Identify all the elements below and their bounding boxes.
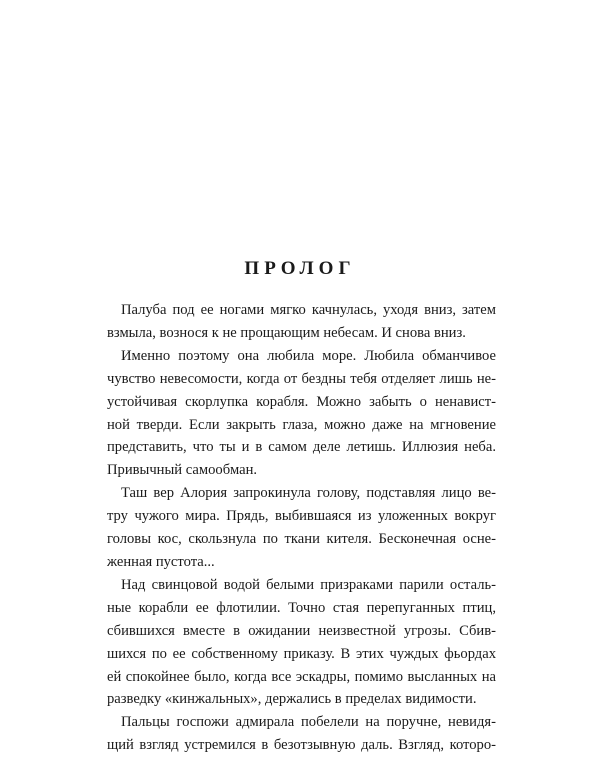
text-line: шихся по ее собственному приказу. В этих чуждых фьордах xyxy=(107,645,496,662)
text-line: чувство невесомости, когда от бездны тебя отделяет лишь не- xyxy=(107,370,496,387)
text-line: Именно поэтому она любила море. Любила обманчивое xyxy=(121,347,496,364)
chapter-body xyxy=(107,299,496,757)
paragraph-2 xyxy=(107,345,496,482)
text-line: Пальцы госпожи адмирала побелели на поручне, невидя- xyxy=(121,714,496,731)
chapter-title: ПРОЛОГ xyxy=(244,258,356,279)
paragraph-4 xyxy=(107,574,496,711)
text-line: ей спокойнее было, когда все эскадры, помимо высланных на xyxy=(107,668,496,685)
text-line: ной тверди. Если закрыть глаза, можно даже на мгновение xyxy=(107,416,496,433)
text-line: Палуба под ее ногами мягко качнулась, уходя вниз, затем xyxy=(121,302,496,318)
paragraph-5 xyxy=(107,711,496,757)
text-line: сбившихся вместе в ожидании неизвестной угрозы. Сбив- xyxy=(107,622,496,639)
text-line: разведку «кинжальных», держались в пределах видимости. xyxy=(107,691,477,708)
text-line: взмыла, вознося к не прощающим небесам. И снова вниз. xyxy=(107,324,466,341)
text-line: ные корабли ее флотилии. Точно стая перепуганных птиц, xyxy=(107,599,496,616)
text-line: женная пустота... xyxy=(107,553,215,570)
text-line: головы кос, скользнула по ткани кителя. Бесконечная осне- xyxy=(107,531,496,548)
text-line: Привычный самообман. xyxy=(107,462,258,479)
text-line: Над свинцовой водой белыми призраками парили осталь- xyxy=(121,576,496,593)
text-line: представить, что ты и в самом деле летишь. Иллюзия неба. xyxy=(107,439,496,456)
text-line: щий взгляд устремился в безотзывную даль. Взгляд, которо- xyxy=(107,737,496,754)
text-line: устойчивая скорлупка корабля. Можно забыть о ненавист- xyxy=(107,393,496,410)
paragraph-1 xyxy=(107,299,496,345)
text-line: Таш вер Алория запрокинула голову, подставляя лицо ве- xyxy=(121,485,496,502)
paragraph-3 xyxy=(107,482,496,574)
text-line: тру чужого мира. Прядь, выбившаяся из уложенных вокруг xyxy=(107,508,496,525)
